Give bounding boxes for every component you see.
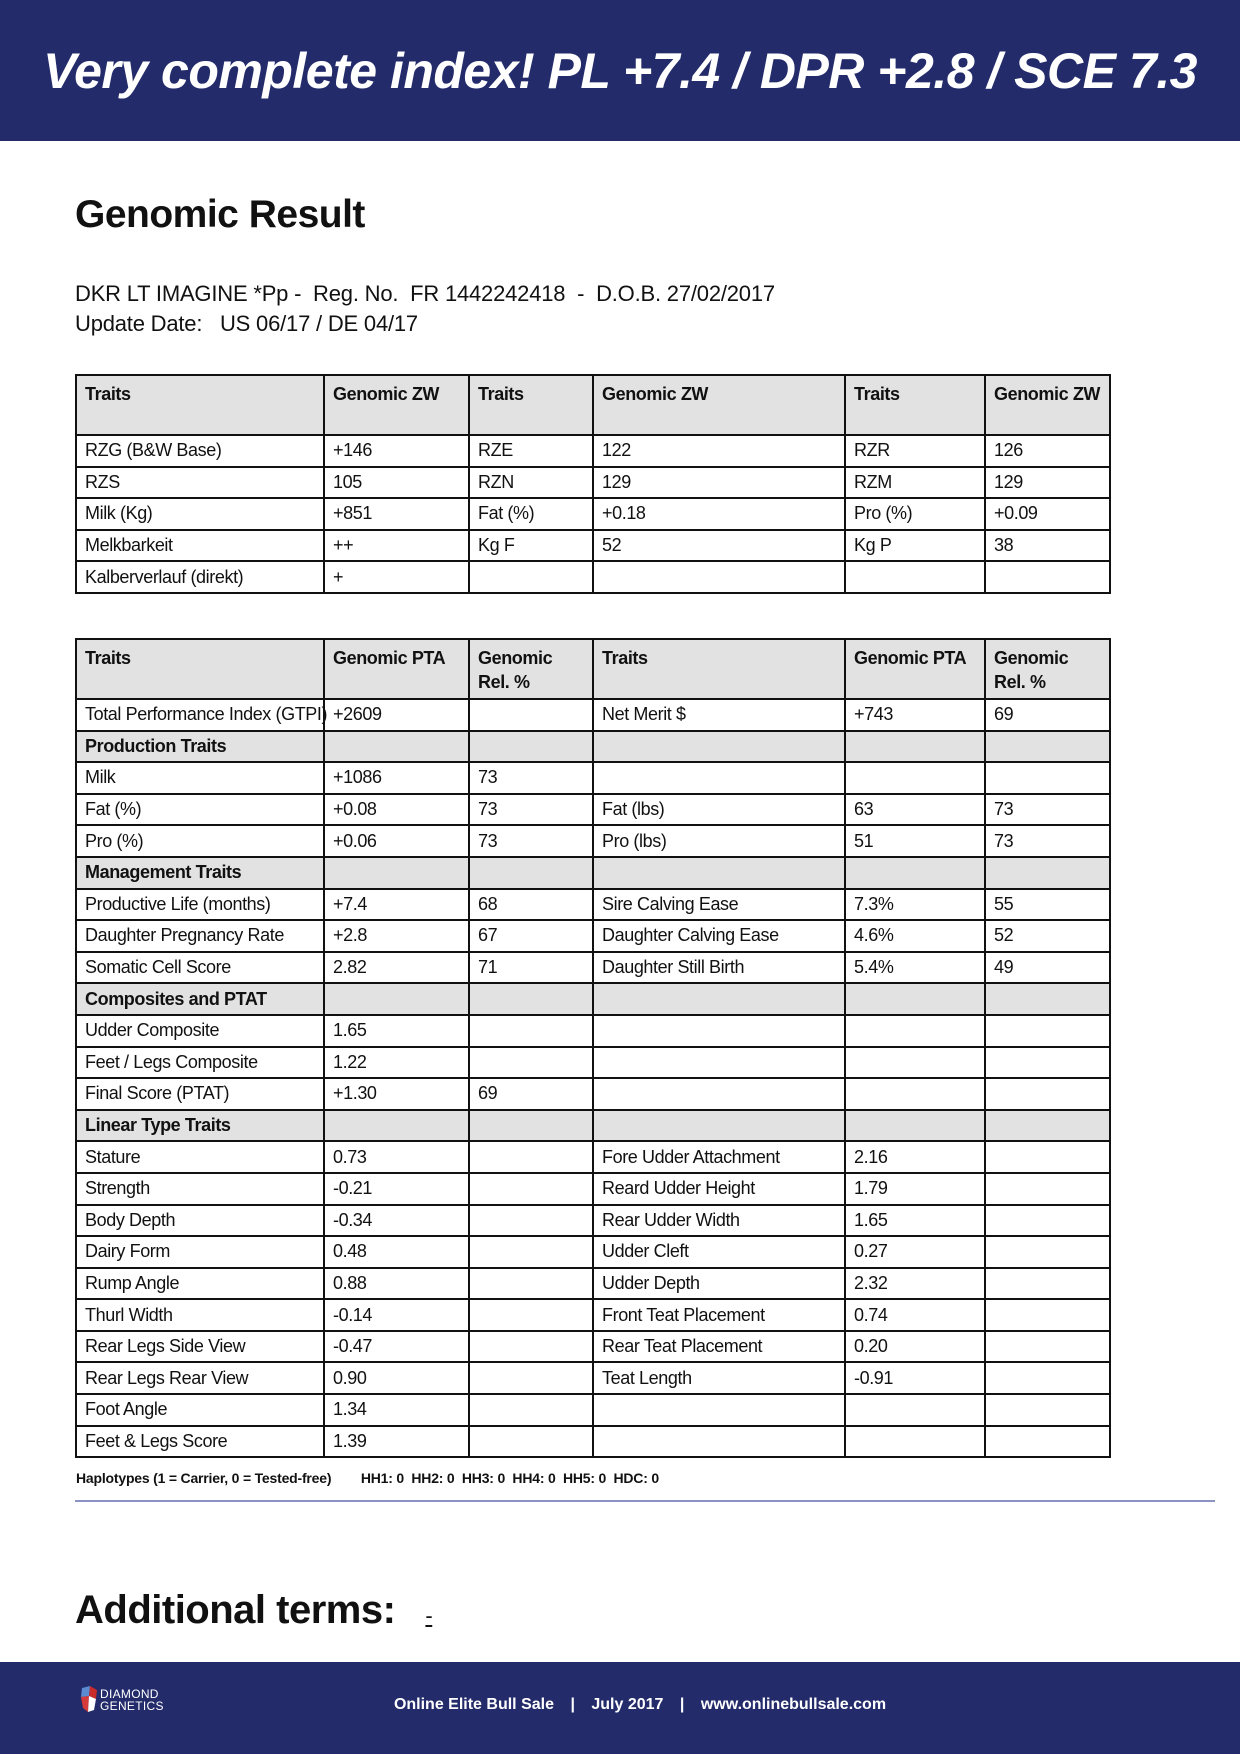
table-cell: 69 <box>469 1078 593 1110</box>
table-cell <box>593 561 845 593</box>
table-cell <box>593 857 845 889</box>
table-row <box>76 467 1110 499</box>
table-cell: -0.91 <box>845 1362 985 1394</box>
table-cell: 38 <box>985 530 1110 562</box>
table-row <box>76 889 1110 921</box>
table-cell: Rear Legs Side View <box>76 1331 324 1363</box>
table-cell: Milk (Kg) <box>76 498 324 530</box>
footer-date: July 2017 <box>591 1696 664 1713</box>
table-cell: Front Teat Placement <box>593 1299 845 1331</box>
table-cell: 69 <box>985 699 1110 731</box>
table-cell <box>845 857 985 889</box>
table-row <box>76 1047 1110 1079</box>
table-cell <box>469 1394 593 1426</box>
table-cell <box>469 1141 593 1173</box>
column-header: Genomic ZW <box>985 375 1110 435</box>
table-row <box>76 435 1110 467</box>
table-cell <box>469 1236 593 1268</box>
table-cell: Kalberverlauf (direkt) <box>76 561 324 593</box>
header-row <box>76 639 1110 699</box>
group-label: Management Traits <box>76 857 324 889</box>
table-cell: 55 <box>985 889 1110 921</box>
table-cell <box>469 731 593 763</box>
table-cell: 0.88 <box>324 1268 469 1300</box>
table-cell: +0.18 <box>593 498 845 530</box>
table-cell: 122 <box>593 435 845 467</box>
table-cell: 1.79 <box>845 1173 985 1205</box>
table-row <box>76 794 1110 826</box>
table-cell <box>985 1394 1110 1426</box>
table-cell <box>985 1173 1110 1205</box>
logo-line-2: GENETICS <box>100 1699 164 1713</box>
table-cell: 1.65 <box>845 1205 985 1237</box>
table-cell: Teat Length <box>593 1362 845 1394</box>
table-cell: Fore Udder Attachment <box>593 1141 845 1173</box>
group-header-row <box>76 857 1110 889</box>
table-cell <box>845 1110 985 1142</box>
table-cell: RZM <box>845 467 985 499</box>
table-cell <box>985 1078 1110 1110</box>
table-row <box>76 1268 1110 1300</box>
table-cell: + <box>324 561 469 593</box>
table-cell <box>469 1268 593 1300</box>
table-cell: 63 <box>845 794 985 826</box>
bull-identity: DKR LT IMAGINE *Pp - Reg. No. FR 1442242418 - D.O.B. 27/02/2017 <box>75 281 775 306</box>
table-cell <box>593 1047 845 1079</box>
table-cell <box>469 699 593 731</box>
table-row <box>76 825 1110 857</box>
table-cell <box>845 731 985 763</box>
column-header: Genomic Rel. % <box>985 639 1110 699</box>
table-cell: Kg P <box>845 530 985 562</box>
table-cell: +1.30 <box>324 1078 469 1110</box>
table-cell: Pro (%) <box>76 825 324 857</box>
table-cell: 126 <box>985 435 1110 467</box>
column-header: Genomic Rel. % <box>469 639 593 699</box>
table-cell: Udder Cleft <box>593 1236 845 1268</box>
table-cell <box>985 1141 1110 1173</box>
footer-banner <box>0 1662 1240 1754</box>
footer-info <box>0 1696 1240 1714</box>
table-cell: 5.4% <box>845 952 985 984</box>
group-label: Production Traits <box>76 731 324 763</box>
table-cell: 73 <box>469 762 593 794</box>
table-cell: Productive Life (months) <box>76 889 324 921</box>
table-cell <box>845 1015 985 1047</box>
table-cell <box>985 1426 1110 1458</box>
table-cell <box>469 1173 593 1205</box>
table-cell <box>985 1268 1110 1300</box>
table-cell: -0.14 <box>324 1299 469 1331</box>
table-cell: Final Score (PTAT) <box>76 1078 324 1110</box>
group-label: Linear Type Traits <box>76 1110 324 1142</box>
table-cell <box>985 1362 1110 1394</box>
table-cell: Kg F <box>469 530 593 562</box>
table-cell: Feet / Legs Composite <box>76 1047 324 1079</box>
table-cell <box>324 1110 469 1142</box>
table-cell: 1.65 <box>324 1015 469 1047</box>
table-cell: Dairy Form <box>76 1236 324 1268</box>
table-cell: -0.34 <box>324 1205 469 1237</box>
table-row <box>76 920 1110 952</box>
table-cell <box>985 1047 1110 1079</box>
column-header: Traits <box>845 375 985 435</box>
column-header: Traits <box>76 639 324 699</box>
table-cell: 2.82 <box>324 952 469 984</box>
table-cell: 67 <box>469 920 593 952</box>
table-cell: 0.20 <box>845 1331 985 1363</box>
table-cell: 0.27 <box>845 1236 985 1268</box>
table-cell <box>985 561 1110 593</box>
table-row <box>76 699 1110 731</box>
table-cell <box>985 983 1110 1015</box>
table-cell: Reard Udder Height <box>593 1173 845 1205</box>
table-cell <box>469 1110 593 1142</box>
table-cell: 105 <box>324 467 469 499</box>
table-row <box>76 1205 1110 1237</box>
footer-separator: | <box>570 1696 575 1713</box>
genomic-zw-table <box>75 374 1111 594</box>
table-cell <box>593 1110 845 1142</box>
table-cell: Daughter Still Birth <box>593 952 845 984</box>
table-cell: +743 <box>845 699 985 731</box>
table-cell: 51 <box>845 825 985 857</box>
table-cell: RZR <box>845 435 985 467</box>
table-cell <box>985 1299 1110 1331</box>
table-cell <box>324 731 469 763</box>
table-cell: Net Merit $ <box>593 699 845 731</box>
table-cell: Fat (%) <box>76 794 324 826</box>
table-cell: +0.09 <box>985 498 1110 530</box>
table-cell: Daughter Calving Ease <box>593 920 845 952</box>
table-cell: 73 <box>469 825 593 857</box>
table-row <box>76 1362 1110 1394</box>
table-cell <box>593 731 845 763</box>
table-cell: Somatic Cell Score <box>76 952 324 984</box>
additional-terms <box>75 1588 432 1633</box>
footer-event: Online Elite Bull Sale <box>393 1696 554 1713</box>
table-row <box>76 1331 1110 1363</box>
table-cell: Fat (%) <box>469 498 593 530</box>
table-cell: 0.48 <box>324 1236 469 1268</box>
table-cell: RZN <box>469 467 593 499</box>
table-cell <box>845 1078 985 1110</box>
table-cell: 49 <box>985 952 1110 984</box>
table-cell: 52 <box>985 920 1110 952</box>
table-row <box>76 1426 1110 1458</box>
table-cell <box>985 731 1110 763</box>
table-cell: 2.32 <box>845 1268 985 1300</box>
table-cell: RZG (B&W Base) <box>76 435 324 467</box>
table-cell: +0.06 <box>324 825 469 857</box>
group-label: Composites and PTAT <box>76 983 324 1015</box>
table-row <box>76 561 1110 593</box>
table-cell <box>985 762 1110 794</box>
table-cell <box>324 983 469 1015</box>
table-cell: Pro (lbs) <box>593 825 845 857</box>
header-row <box>76 375 1110 435</box>
table-cell <box>845 1047 985 1079</box>
table-row <box>76 1173 1110 1205</box>
table-cell: Udder Composite <box>76 1015 324 1047</box>
table-cell: 52 <box>593 530 845 562</box>
genomic-pta-table <box>75 638 1111 1458</box>
haplotypes-label: Haplotypes (1 = Carrier, 0 = Tested-free) <box>76 1470 332 1486</box>
table-cell: Total Performance Index (GTPI) <box>76 699 324 731</box>
table-cell: Rear Teat Placement <box>593 1331 845 1363</box>
group-header-row <box>76 1110 1110 1142</box>
table-cell <box>593 1015 845 1047</box>
group-header-row <box>76 983 1110 1015</box>
table-cell: Body Depth <box>76 1205 324 1237</box>
table-cell: RZE <box>469 435 593 467</box>
table-cell: -0.47 <box>324 1331 469 1363</box>
table-cell: 0.74 <box>845 1299 985 1331</box>
column-header: Traits <box>76 375 324 435</box>
table-cell: 73 <box>985 825 1110 857</box>
haplotypes-line <box>76 1470 659 1486</box>
table-cell: 4.6% <box>845 920 985 952</box>
table-cell: Thurl Width <box>76 1299 324 1331</box>
table-cell: 7.3% <box>845 889 985 921</box>
table-cell <box>593 1394 845 1426</box>
table-row <box>76 1015 1110 1047</box>
table-cell: 71 <box>469 952 593 984</box>
table-cell: +146 <box>324 435 469 467</box>
table-row <box>76 1236 1110 1268</box>
table-cell <box>469 983 593 1015</box>
table-cell <box>985 1331 1110 1363</box>
table-cell: Daughter Pregnancy Rate <box>76 920 324 952</box>
column-header: Genomic ZW <box>324 375 469 435</box>
table-cell <box>469 1299 593 1331</box>
table-row <box>76 1078 1110 1110</box>
table-cell <box>593 983 845 1015</box>
table-cell <box>469 1015 593 1047</box>
additional-terms-value: - <box>425 1603 433 1628</box>
table-cell <box>845 1426 985 1458</box>
table-cell: Rear Legs Rear View <box>76 1362 324 1394</box>
table-cell <box>985 1236 1110 1268</box>
table-cell: 1.22 <box>324 1047 469 1079</box>
table-cell: Melkbarkeit <box>76 530 324 562</box>
additional-terms-label: Additional terms: <box>75 1588 396 1632</box>
table-cell <box>469 1426 593 1458</box>
column-header: Genomic PTA <box>845 639 985 699</box>
table-cell: RZS <box>76 467 324 499</box>
table-cell: 1.34 <box>324 1394 469 1426</box>
section-title: Genomic Result <box>75 193 365 236</box>
table-cell: +0.08 <box>324 794 469 826</box>
table-cell <box>593 762 845 794</box>
column-header: Traits <box>593 639 845 699</box>
table-cell: 73 <box>985 794 1110 826</box>
column-header: Traits <box>469 375 593 435</box>
table-cell: 0.90 <box>324 1362 469 1394</box>
column-header: Genomic PTA <box>324 639 469 699</box>
table-cell <box>845 1394 985 1426</box>
headline: Very complete index! PL +7.4 / DPR +2.8 / SCE 7.3 <box>43 42 1197 99</box>
table-cell: 1.39 <box>324 1426 469 1458</box>
update-date: Update Date: US 06/17 / DE 04/17 <box>75 311 418 336</box>
table-cell <box>469 1362 593 1394</box>
table-cell <box>845 983 985 1015</box>
table-cell: Milk <box>76 762 324 794</box>
table-cell: Rear Udder Width <box>593 1205 845 1237</box>
table-cell <box>469 1331 593 1363</box>
table-cell <box>985 1205 1110 1237</box>
table-cell <box>985 1110 1110 1142</box>
table-cell: Feet & Legs Score <box>76 1426 324 1458</box>
table-cell: 0.73 <box>324 1141 469 1173</box>
table-cell <box>845 561 985 593</box>
table-cell: -0.21 <box>324 1173 469 1205</box>
table-cell: +851 <box>324 498 469 530</box>
column-header: Genomic ZW <box>593 375 845 435</box>
bull-info <box>75 279 775 339</box>
table-cell: 68 <box>469 889 593 921</box>
table-cell: +1086 <box>324 762 469 794</box>
haplotypes-values: HH1: 0 HH2: 0 HH3: 0 HH4: 0 HH5: 0 HDC: 0 <box>360 1470 659 1486</box>
logo-line-1: DIAMOND <box>100 1687 159 1701</box>
table-row <box>76 1299 1110 1331</box>
table-cell <box>845 762 985 794</box>
table-cell <box>593 1426 845 1458</box>
table-cell: 73 <box>469 794 593 826</box>
table-cell: +2.8 <box>324 920 469 952</box>
table-cell <box>324 857 469 889</box>
table-cell: Udder Depth <box>593 1268 845 1300</box>
footer-website[interactable]: www.onlinebullsale.com <box>700 1696 887 1713</box>
table-cell <box>985 1015 1110 1047</box>
table-cell: 2.16 <box>845 1141 985 1173</box>
table-row <box>76 762 1110 794</box>
divider <box>75 1500 1215 1502</box>
header-banner <box>0 0 1240 141</box>
table-cell <box>593 1078 845 1110</box>
table-cell: Sire Calving Ease <box>593 889 845 921</box>
group-header-row <box>76 731 1110 763</box>
table-cell: Strength <box>76 1173 324 1205</box>
table-cell: Pro (%) <box>845 498 985 530</box>
table-row <box>76 1394 1110 1426</box>
footer-separator: | <box>679 1696 685 1713</box>
table-cell <box>469 561 593 593</box>
table-cell: 129 <box>985 467 1110 499</box>
table-cell: 129 <box>593 467 845 499</box>
table-cell <box>469 857 593 889</box>
table-cell: ++ <box>324 530 469 562</box>
table-row <box>76 952 1110 984</box>
table-cell: +7.4 <box>324 889 469 921</box>
table-cell: Foot Angle <box>76 1394 324 1426</box>
table-cell <box>985 857 1110 889</box>
table-cell: Rump Angle <box>76 1268 324 1300</box>
table-cell: +2609 <box>324 699 469 731</box>
table-cell <box>469 1047 593 1079</box>
table-row <box>76 530 1110 562</box>
table-row <box>76 1141 1110 1173</box>
table-cell: Fat (lbs) <box>593 794 845 826</box>
table-cell <box>469 1205 593 1237</box>
table-row <box>76 498 1110 530</box>
table-cell: Stature <box>76 1141 324 1173</box>
